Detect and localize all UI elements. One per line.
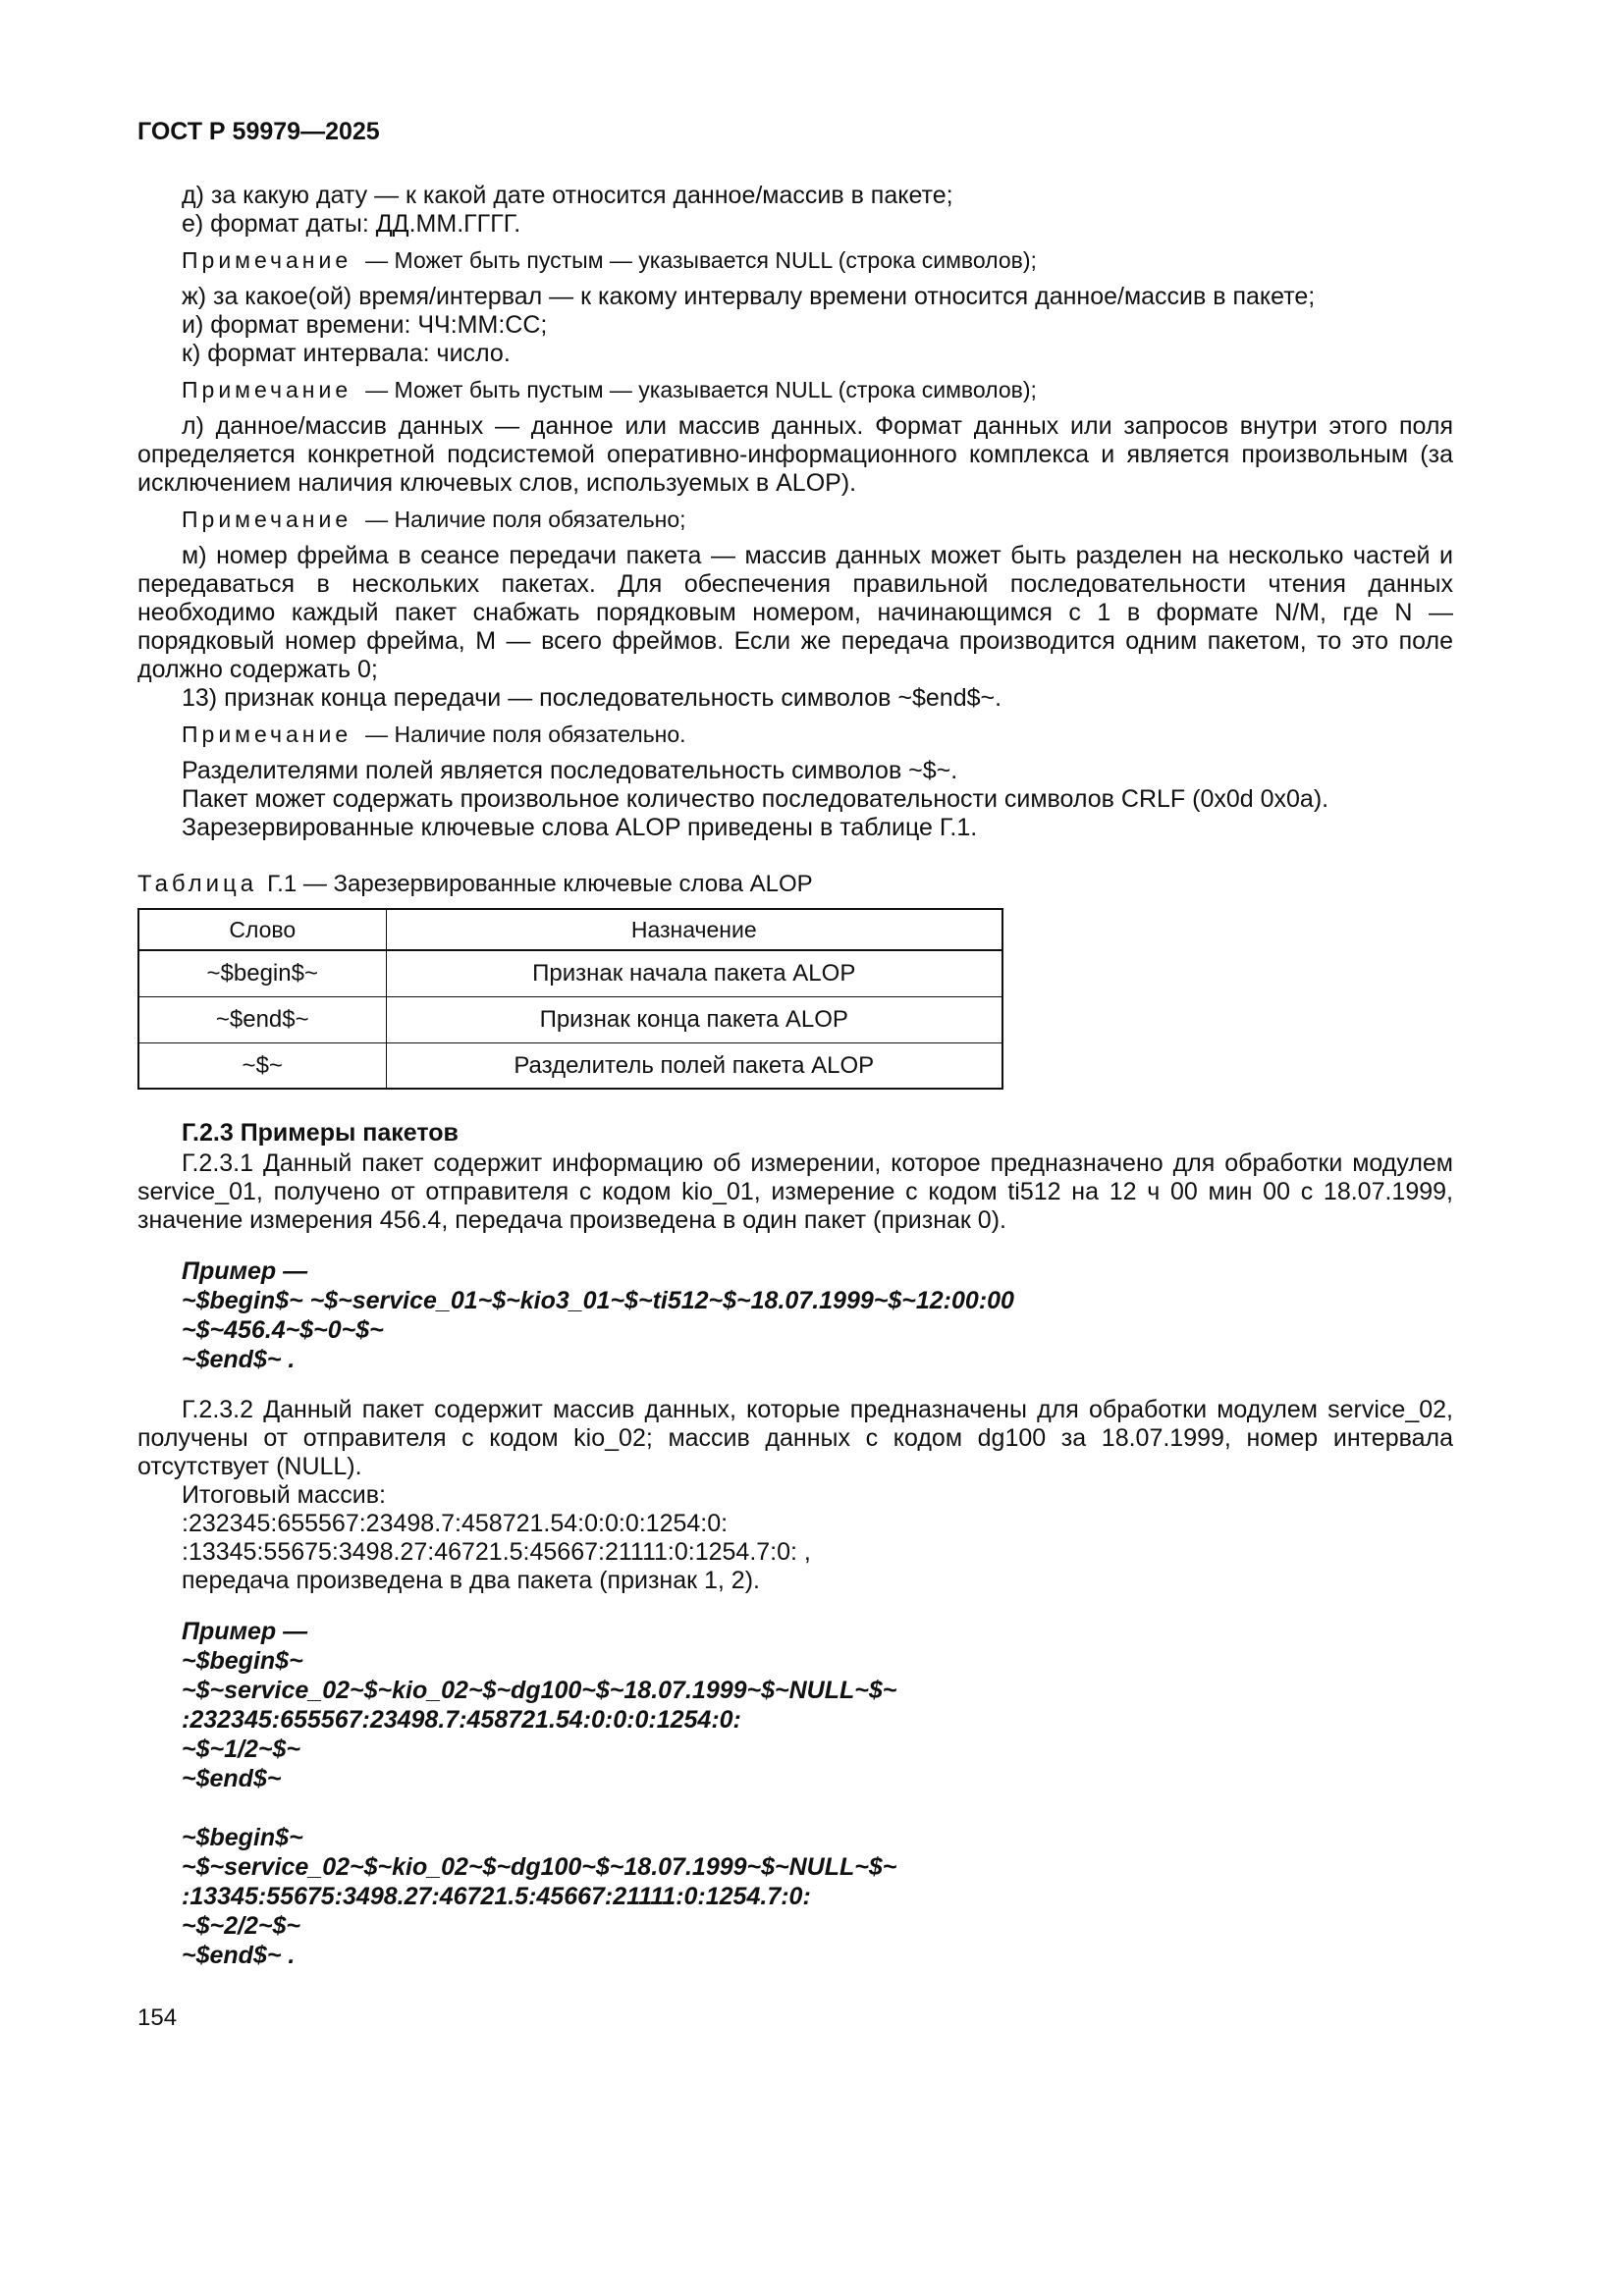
list-item-13: 13) признак конца передачи — последовательность символов ~$end$~. bbox=[182, 684, 1002, 712]
example-2-packet-1 bbox=[137, 1617, 1453, 1793]
note-1 bbox=[137, 247, 1453, 274]
doc-number: ГОСТ Р 59979—2025 bbox=[137, 118, 380, 145]
table-row bbox=[138, 1042, 1002, 1089]
list-item-i: и) формат времени: ЧЧ:ММ:СС; bbox=[182, 311, 548, 339]
example-line: ~$begin$~ bbox=[182, 1824, 303, 1851]
example-line: ~$~service_02~$~kio_02~$~dg100~$~18.07.1999~$~NULL~$~ bbox=[182, 1677, 897, 1704]
table-cell-purpose: Разделитель полей пакета ALOP bbox=[386, 1042, 1002, 1089]
note-label: Примечание bbox=[182, 377, 352, 402]
example-label: Пример — bbox=[182, 1257, 308, 1285]
example-line: ~$~service_02~$~kio_02~$~dg100~$~18.07.1999~$~NULL~$~ bbox=[182, 1853, 897, 1881]
paragraph-crlf: Пакет может содержать произвольное количество последовательности символов CRLF (0x0d 0x0a). bbox=[182, 785, 1329, 813]
note-4 bbox=[137, 721, 1453, 748]
result-array-intro: Итоговый массив: bbox=[182, 1481, 386, 1509]
table-row bbox=[138, 996, 1002, 1042]
keywords-table bbox=[137, 908, 1003, 1090]
table-row bbox=[138, 950, 1002, 996]
list-item-zh: ж) за какое(ой) время/интервал — к какому интервалу времени относится данное/массив в пакете; bbox=[182, 283, 1316, 310]
note-label: Примечание bbox=[182, 247, 352, 273]
table-cell-purpose: Признак конца пакета ALOP bbox=[386, 996, 1002, 1042]
page-content bbox=[137, 182, 1453, 1970]
example-label: Пример — bbox=[182, 1618, 308, 1645]
example-line: :13345:55675:3498.27:46721.5:45667:21111:0:1254.7:0: bbox=[182, 1883, 811, 1910]
example-line: ~$~2/2~$~ bbox=[182, 1912, 300, 1940]
example-2-packet-2 bbox=[137, 1823, 1453, 1970]
note-3 bbox=[137, 507, 1453, 533]
doc-header bbox=[137, 118, 1453, 146]
table-cell-word: ~$end$~ bbox=[138, 996, 386, 1042]
note-label: Примечание bbox=[182, 507, 352, 532]
list-item-m: м) номер фрейма в сеансе передачи пакета — массив данных может быть разделен на несколько частей и передаваться в нескольких пакетах. Для обеспечения правильной последовательности чтения данных необходимо каждый пакет снабжать порядковым номером, начинающимся с 1 в формате N/M, где N — порядковый номер фрейма, М — всего фреймов. Если же передача производится одним пакетом, то это поле должно содержать 0; bbox=[137, 542, 1453, 683]
table-cell-purpose: Признак начала пакета ALOP bbox=[386, 950, 1002, 996]
list-item-d: д) за какую дату — к какой дате относится данное/массив в пакете; bbox=[182, 182, 953, 209]
table-caption bbox=[137, 870, 1453, 898]
page-footer bbox=[137, 2003, 1453, 2032]
note-2 bbox=[137, 377, 1453, 403]
table-caption-text: Г.1 — Зарезервированные ключевые слова ALOP bbox=[267, 871, 813, 897]
paragraph-2-3-1: Г.2.3.1 Данный пакет содержит информацию об измерении, которое предназначено для обработки модулем service_01, получено от отправителя с кодом kio_01, измерение с кодом ti512 на 12 ч 00 мин 00 с 18.07.1999, значение измерения 456.4, передача произведена в один пакет (признак 0). bbox=[137, 1149, 1453, 1234]
example-line: ~$~456.4~$~0~$~ bbox=[182, 1316, 384, 1344]
paragraph-2-3-2: Г.2.3.2 Данный пакет содержит массив данных, которые предназначены для обработки модулем service_02, получены от отправителя с кодом kio_02; массив данных с кодом dg100 за 18.07.1999, номер интервала отсутствует (NULL). bbox=[137, 1396, 1453, 1480]
note-text: — Наличие поля обязательно. bbox=[365, 721, 686, 747]
list-item-l: л) данное/массив данных — данное или массив данных. Формат данных или запросов внутри этого поля определяется конкретной подсистемой оперативно-информационного комплекса и является произвольным (за исключением наличия ключевых слов, используемых в ALOP). bbox=[137, 412, 1453, 497]
paragraph-separators: Разделителями полей является последовательность символов ~$~. bbox=[182, 757, 958, 784]
note-text: — Наличие поля обязательно; bbox=[365, 507, 686, 532]
section-heading: Г.2.3 Примеры пакетов bbox=[182, 1119, 459, 1147]
result-array-line: :13345:55675:3498.27:46721.5:45667:21111:0:1254.7:0: , bbox=[182, 1538, 811, 1566]
example-line: ~$end$~ . bbox=[182, 1942, 296, 1969]
list-item-e: е) формат даты: ДД.ММ.ГГГГ. bbox=[182, 210, 521, 238]
page-number: 154 bbox=[137, 2004, 178, 2031]
result-array-outro: передача произведена в два пакета (признак 1, 2). bbox=[182, 1567, 760, 1594]
table-cell-word: ~$~ bbox=[138, 1042, 386, 1089]
example-line: ~$~1/2~$~ bbox=[182, 1735, 300, 1763]
note-label: Примечание bbox=[182, 721, 352, 747]
example-line: :232345:655567:23498.7:458721.54:0:0:0:1254:0: bbox=[182, 1706, 741, 1734]
table-caption-word: Таблица bbox=[137, 871, 258, 897]
example-line: ~$end$~ bbox=[182, 1765, 282, 1792]
table-header-row bbox=[138, 909, 1002, 950]
example-line: ~$begin$~ bbox=[182, 1647, 303, 1675]
note-text: — Может быть пустым — указывается NULL (строка символов); bbox=[365, 377, 1037, 402]
table-header-purpose: Назначение bbox=[386, 909, 1002, 950]
table-header-word: Слово bbox=[138, 909, 386, 950]
paragraph-reserved: Зарезервированные ключевые слова ALOP приведены в таблице Г.1. bbox=[182, 814, 978, 841]
blank-line bbox=[137, 1793, 1453, 1823]
example-1 bbox=[137, 1256, 1453, 1374]
note-text: — Может быть пустым — указывается NULL (строка символов); bbox=[365, 247, 1037, 273]
example-line: ~$begin$~ ~$~service_01~$~kio3_01~$~ti512~$~18.07.1999~$~12:00:00 bbox=[182, 1287, 1014, 1314]
result-array-line: :232345:655567:23498.7:458721.54:0:0:0:1254:0: bbox=[182, 1510, 729, 1537]
example-line: ~$end$~ . bbox=[182, 1346, 296, 1373]
list-item-k: к) формат интервала: число. bbox=[182, 340, 511, 367]
table-cell-word: ~$begin$~ bbox=[138, 950, 386, 996]
